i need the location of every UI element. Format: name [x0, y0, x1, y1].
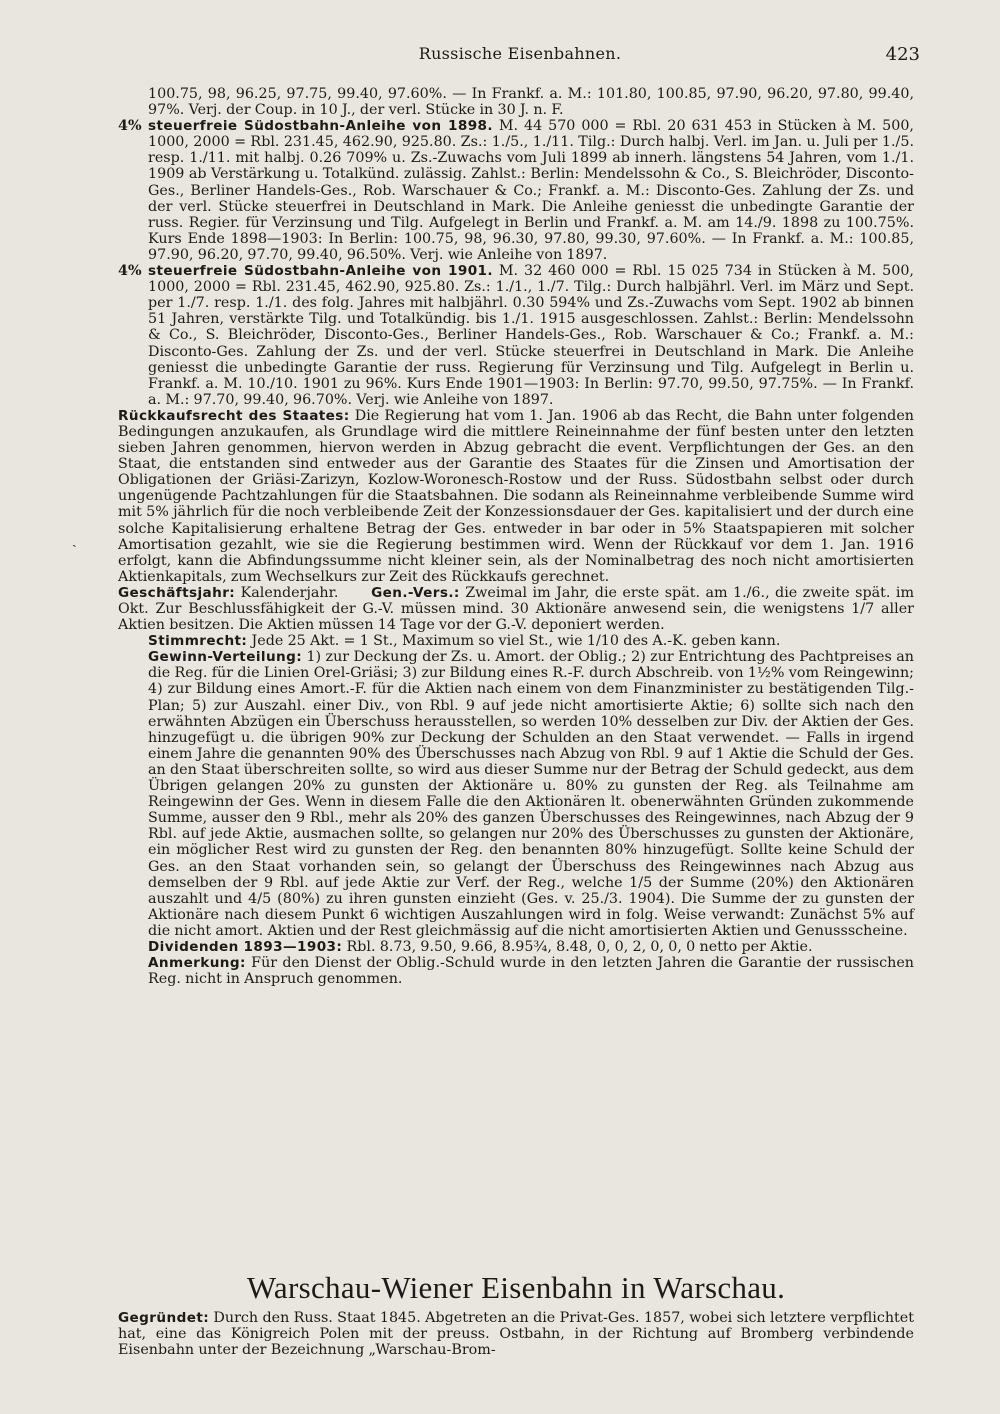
loan-1901-title: steuerfreie Südostbahn-Anleihe von 1901. — [148, 263, 493, 280]
running-title: Russische Eisenbahnen. — [418, 44, 622, 63]
genvers-body: Zweimal im Jahr, die erste spät. am 1./6., die zweite spät. im Okt. Zur Beschlussfähigkeit der G.-V. müssen mind. 30 Aktionäre anwesend sein, die wenigstens 1/7 aller Aktien besitzen. Die Aktien müssen 14 Tage vor der G.-V. deponiert werden. — [118, 584, 914, 634]
gegruendet-paragraph — [118, 1310, 914, 1358]
gewinn-paragraph — [118, 649, 914, 939]
anmerkung-label: Anmerkung: — [148, 955, 246, 972]
loan-1898-title: steuerfreie Südostbahn-Anleihe von 1898. — [148, 118, 493, 135]
rueckkauf-body: Die Regierung hat vom 1. Jan. 1906 ab das Recht, die Bahn unter folgenden Bedingungen anzukaufen, als Grundlage wird die mittlere Reineinnahme der fünf besten unter den letzten sieben Jahren genommen, hiervon werden in Abzug gebracht die event. Verpflichtungen der Ges. an den Staat, die entstanden sind entweder aus der Garantie des Staates für die Zinsen und Amortisation der Obligationen der Griäsi-Zarizyn, Kozlow-Woronesch-Rostow und der Russ. Südostbahn selbst oder durch ungenügende Pachtzahlungen für die Staatsbahnen. Die sodann als Reineinnahme verbleibende Summe wird mit 5% jährlich für die noch verbleibende Zeit der Konzessionsdauer der Ges. kapitalisiert und der durch eine solche Kapitalisierung erhaltene Betrag der Ges. entweder in bar oder in 5% Staatspapieren mit solcher Amortisation gezahlt, wie sie die Regierung bestimmen wird. Wenn der Rückkauf vor dem 1. Jan. 1916 erfolgt, kann die Abfindungssumme nicht kleiner sein, als der Nominalbetrag des noch nicht amortisierten Aktienkapitals, zum Wechselkurs zur Zeit des Rückkaufs gerechnet. — [118, 407, 914, 585]
geschaeft-label: Geschäftsjahr: — [118, 584, 236, 601]
stimm-paragraph — [118, 633, 914, 649]
dividenden-paragraph — [118, 939, 914, 955]
anmerkung-body: Für den Dienst der Oblig.-Schuld wurde in den letzten Jahren die Garantie der russischen Reg. nicht in Anspruch genommen. — [148, 955, 914, 988]
page-header — [120, 44, 920, 74]
loan-1898-body: M. 44 570 000 = Rbl. 20 631 453 in Stücken à M. 500, 1000, 2000 = Rbl. 231.45, 462.90, 925.80. Zs.: 1./5., 1./11. Tilg.: Durch halbj. Verl. im Jan. u. Juli per 1./5. resp. 1./11. mit halbj. 0.26 709% u. Zs.-Zuwachs vom Juli 1899 ab innerh. längstens 54 Jahren, vom 1./1. 1909 ab Verstärkung u. Totalkünd. zulässig. Zahlst.: Berlin: Mendelssohn & Co., S. Bleichröder, Disconto-Ges., Berliner Handels-Ges., Rob. Warschauer & Co.; Frankf. a. M.: Disconto-Ges. Zahlung der Zs. und der verl. Stücke steuerfrei in Deutschland in Mark. Die Anleihe geniesst die unbedingte Garantie der russ. Regier. für Verzinsung und Tilg. Aufgelegt in Berlin und Frankf. a. M. am 14./9. 1898 zu 100.75%. Kurs Ende 1898—1903: In Berlin: 100.75, 98, 96.30, 97.80, 99.30, 97.60%. — In Frankf. a. M.: 100.85, 97.90, 96.20, 97.70, 99.40, 96.50%. Verj. wie Anleihe von 1897. — [148, 118, 914, 263]
gegruendet-body: Durch den Russ. Staat 1845. Abgetreten an die Privat-Ges. 1857, wobei sich letztere verpflichtet hat, eine das Königreich Polen mit der preuss. Ostbahn, in der Richtung auf Bromberg verbindende Eisenbahn unter der Bezeichnung „Warschau-Brom- — [118, 1310, 914, 1359]
loan-1901-body: M. 32 460 000 = Rbl. 15 025 734 in Stücken à M. 500, 1000, 2000 = Rbl. 231.45, 462.90, 925.80. Zs.: 1./1., 1./7. Tilg.: Durch halbjährl. Verl. im März und Sept. per 1./7. resp. 1./1. des folg. Jahres mit halbjährl. 0.30 594% und Zs.-Zuwachs vom Sept. 1902 ab binnen 51 Jahren, verstärkte Tilg. und Totalkündig. bis 1./1. 1915 ausgeschlossen. Zahlst.: Berlin: Mendelssohn & Co., S. Bleichröder, Disconto-Ges., Berliner Handels-Ges., Rob. Warschauer & Co.; Frankf. a. M.: Disconto-Ges. Zahlung der Zs. und der verl. Stücke steuerfrei in Deutschland in Mark. Die Anleihe geniesst die unbedingte Garantie der russ. Regierung für Verzinsung und Tilg. Aufgelegt in Berlin u. Frankf. a. M. 10./10. 1901 zu 96%. Kurs Ende 1901—1903: In Berlin: 97.70, 99.50, 97.75%. — In Frankf. a. M.: 97.70, 99.40, 96.70%. Verj. wie Anleihe von 1897. — [148, 263, 914, 408]
genvers-label: Gen.-Vers.: — [371, 584, 460, 601]
continuation-paragraph: 100.75, 98, 96.25, 97.75, 99.40, 97.60%. — In Frankf. a. M.: 101.80, 100.85, 97.90, 96.20, 97.80, 99.40, 97%. Verj. der Coup. in 10 J., der verl. Stücke in 30 J. n. F. — [148, 86, 914, 119]
main-text — [118, 86, 914, 987]
loan-1901-rate: 4% — [118, 263, 142, 280]
stimm-label: Stimmrecht: — [148, 633, 248, 650]
gegruendet-label: Gegründet: — [118, 1310, 210, 1326]
rueckkauf-label: Rückkaufsrecht des Staates: — [118, 407, 350, 424]
anmerkung-paragraph — [118, 955, 914, 987]
loan-1901-entry — [118, 263, 914, 408]
stimm-body: Jede 25 Akt. = 1 St., Maximum so viel St., wie 1/10 des A.-K. geben kann. — [247, 633, 781, 650]
rueckkauf-paragraph — [118, 408, 914, 585]
loan-1898-rate: 4% — [118, 118, 142, 135]
gewinn-label: Gewinn-Verteilung: — [148, 649, 303, 666]
gewinn-body: 1) zur Deckung der Zs. u. Amort. der Oblig.; 2) zur Entrichtung des Pachtpreises an die Reg. für die Linien Orel-Griäsi; 3) zur Bildung eines R.-F. durch Abschreib. von 1½% vom Reingewinn; 4) zur Bildung eines Amort.-F. für die Aktien nach einem von dem Finanzminister zu bestätigenden Tilg.-Plan; 5) zur Auszahl. einer Div., von Rbl. 9 auf jede nicht amortisierte Aktie; 6) sollte sich nach den erwähnten Abzügen ein Überschuss herausstellen, so werden 10% desselben zur Div. der Aktien der Ges. hinzugefügt u. die übrigen 90% zur Deckung der Schulden an den Staat verwendet. — Falls in irgend einem Jahre die genannten 90% des Überschusses nach Abzug von Rbl. 9 auf 1 Aktie die Schuld der Ges. an den Staat überschreiten sollte, so wird aus dieser Summe nur der Betrag der Schuld gedeckt, aus dem Übrigen gelangen 20% zu gunsten der Aktionäre u. 80% zu gunsten der Reg. als Teilnahme am Reingewinn der Ges. Wenn in diesem Falle die den Aktionären lt. obenerwähnten Gründen zukommende Summe, ausser den 9 Rbl., mehr als 20% des ganzen Überschusses des Reingewinnes, nach Abzug der 9 Rbl. auf jede Aktie, ausmachen sollte, so gelangen nur 20% des Überschusses zu gunsten der Aktionäre, ein möglicher Rest wird zu gunsten der Reg. den benannten 80% hinzugefügt. Sollte keine Schuld der Ges. an den Staat vorhanden sein, so gelangt der Überschuss des Reingewinnes nach Abzug aus demselben der 9 Rbl. auf jede Aktie zur Verf. der Reg., welche 1/5 der Summe (20%) den Aktionären auszahlt und 4/5 (80%) zu ihren gunsten einzieht (Ges. v. 25./3. 1904). Die Summe der zu gunsten der Aktionäre nach diesem Punkt 6 wichtigen Auszahlungen wird in folg. Weise verwandt: Zunächst 5% auf die nicht amort. Aktien und der Rest gleichmässig auf die nicht amortisierten Aktien und Genussscheine. — [148, 649, 914, 939]
loan-1898-entry — [118, 118, 914, 263]
geschaeft-paragraph — [118, 585, 914, 633]
geschaeft-body: Kalenderjahr. — [235, 584, 339, 601]
company-text — [118, 1310, 914, 1358]
company-title: Warschau-Wiener Eisenbahn in Warschau. — [246, 1270, 786, 1305]
margin-mark: ˎ — [72, 532, 77, 548]
dividenden-body: Rbl. 8.73, 9.50, 9.66, 8.95¾, 8.48, 0, 0, 2, 0, 0, 0 netto per Aktie. — [342, 938, 813, 955]
dividenden-label: Dividenden 1893—1903: — [148, 938, 343, 955]
page-number: 423 — [885, 44, 920, 65]
